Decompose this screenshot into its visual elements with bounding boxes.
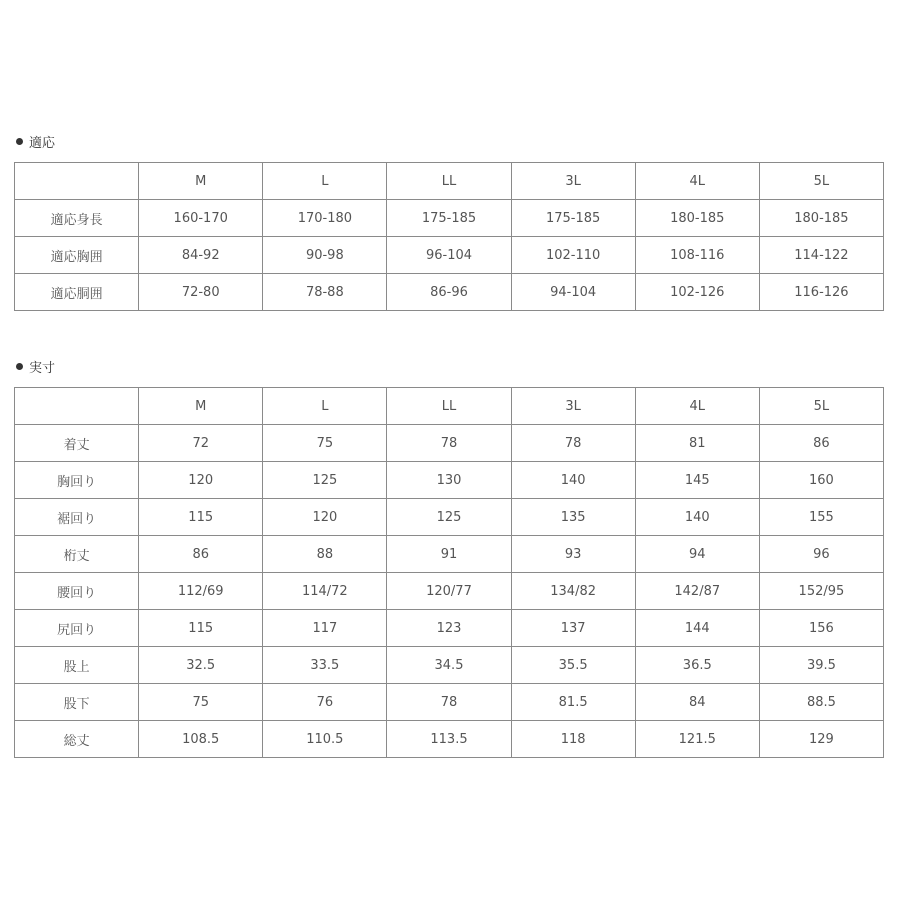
row-label-cell: 股上	[15, 647, 139, 684]
table-cell: 90-98	[263, 237, 387, 274]
header-cell	[15, 163, 139, 200]
table-cell: 108-116	[635, 237, 759, 274]
table-cell: 33.5	[263, 647, 387, 684]
table-row	[15, 462, 884, 499]
table-row	[15, 684, 884, 721]
header-cell: L	[263, 163, 387, 200]
header-cell: 3L	[511, 388, 635, 425]
row-label-cell: 適応胸囲	[15, 237, 139, 274]
fit-section-title	[16, 132, 55, 151]
header-cell: LL	[387, 388, 511, 425]
header-cell: L	[263, 388, 387, 425]
table-row	[15, 536, 884, 573]
table-cell: 180-185	[635, 200, 759, 237]
table-cell: 170-180	[263, 200, 387, 237]
table-cell: 78	[387, 684, 511, 721]
table-cell: 117	[263, 610, 387, 647]
table-cell: 155	[759, 499, 883, 536]
table-cell: 140	[635, 499, 759, 536]
row-label-cell: 腰回り	[15, 573, 139, 610]
row-label-cell: 桁丈	[15, 536, 139, 573]
table-row	[15, 200, 884, 237]
table-row	[15, 425, 884, 462]
row-label-cell: 総丈	[15, 721, 139, 758]
table-cell: 114-122	[759, 237, 883, 274]
header-cell: 4L	[635, 388, 759, 425]
table-cell: 88	[263, 536, 387, 573]
row-label-cell: 胸回り	[15, 462, 139, 499]
table-cell: 94-104	[511, 274, 635, 311]
header-cell: 4L	[635, 163, 759, 200]
table-cell: 142/87	[635, 573, 759, 610]
table-cell: 72	[139, 425, 263, 462]
table-cell: 134/82	[511, 573, 635, 610]
table-cell: 152/95	[759, 573, 883, 610]
table-cell: 96-104	[387, 237, 511, 274]
table-cell: 78	[511, 425, 635, 462]
table-cell: 120	[263, 499, 387, 536]
table-row	[15, 274, 884, 311]
table-cell: 108.5	[139, 721, 263, 758]
table-cell: 36.5	[635, 647, 759, 684]
table-cell: 75	[139, 684, 263, 721]
table-cell: 39.5	[759, 647, 883, 684]
header-cell: M	[139, 388, 263, 425]
table-header-row	[15, 163, 884, 200]
table-row	[15, 573, 884, 610]
table-cell: 118	[511, 721, 635, 758]
table-cell: 102-110	[511, 237, 635, 274]
header-cell: 5L	[759, 163, 883, 200]
bullet-icon	[16, 363, 23, 370]
table-cell: 86-96	[387, 274, 511, 311]
table-cell: 76	[263, 684, 387, 721]
bullet-icon	[16, 138, 23, 145]
table-cell: 175-185	[387, 200, 511, 237]
header-cell: 5L	[759, 388, 883, 425]
table-cell: 115	[139, 499, 263, 536]
table-cell: 125	[387, 499, 511, 536]
row-label-cell: 適応身長	[15, 200, 139, 237]
table-cell: 96	[759, 536, 883, 573]
table-row	[15, 237, 884, 274]
table-cell: 84	[635, 684, 759, 721]
table-cell: 81.5	[511, 684, 635, 721]
table-cell: 78	[387, 425, 511, 462]
table-cell: 135	[511, 499, 635, 536]
table-cell: 86	[759, 425, 883, 462]
table-cell: 115	[139, 610, 263, 647]
table-row	[15, 721, 884, 758]
table-cell: 35.5	[511, 647, 635, 684]
row-label-cell: 適応胴囲	[15, 274, 139, 311]
table-cell: 180-185	[759, 200, 883, 237]
table-cell: 112/69	[139, 573, 263, 610]
row-label-cell: 着丈	[15, 425, 139, 462]
row-label-cell: 股下	[15, 684, 139, 721]
table-cell: 34.5	[387, 647, 511, 684]
table-cell: 102-126	[635, 274, 759, 311]
table-cell: 72-80	[139, 274, 263, 311]
table-cell: 120	[139, 462, 263, 499]
row-label-cell: 尻回り	[15, 610, 139, 647]
table-cell: 145	[635, 462, 759, 499]
table-cell: 129	[759, 721, 883, 758]
table-header-row	[15, 388, 884, 425]
fit-section-title-text: 適応	[29, 136, 56, 151]
row-label-cell: 裾回り	[15, 499, 139, 536]
table-cell: 88.5	[759, 684, 883, 721]
header-cell: LL	[387, 163, 511, 200]
table-cell: 125	[263, 462, 387, 499]
table-cell: 114/72	[263, 573, 387, 610]
table-cell: 86	[139, 536, 263, 573]
table-cell: 93	[511, 536, 635, 573]
actual-section-title-text: 実寸	[29, 361, 56, 376]
table-cell: 130	[387, 462, 511, 499]
table-cell: 156	[759, 610, 883, 647]
header-cell: 3L	[511, 163, 635, 200]
table-cell: 113.5	[387, 721, 511, 758]
table-cell: 160	[759, 462, 883, 499]
table-cell: 121.5	[635, 721, 759, 758]
table-cell: 120/77	[387, 573, 511, 610]
actual-size-table	[14, 387, 884, 758]
table-cell: 175-185	[511, 200, 635, 237]
table-row	[15, 499, 884, 536]
header-cell: M	[139, 163, 263, 200]
table-cell: 140	[511, 462, 635, 499]
table-cell: 116-126	[759, 274, 883, 311]
table-cell: 144	[635, 610, 759, 647]
table-cell: 94	[635, 536, 759, 573]
table-cell: 123	[387, 610, 511, 647]
table-row	[15, 647, 884, 684]
table-row	[15, 610, 884, 647]
table-cell: 84-92	[139, 237, 263, 274]
table-cell: 32.5	[139, 647, 263, 684]
table-cell: 137	[511, 610, 635, 647]
table-cell: 110.5	[263, 721, 387, 758]
table-cell: 81	[635, 425, 759, 462]
header-cell	[15, 388, 139, 425]
actual-section-title	[16, 357, 55, 376]
table-cell: 91	[387, 536, 511, 573]
table-cell: 75	[263, 425, 387, 462]
table-cell: 160-170	[139, 200, 263, 237]
fit-size-table	[14, 162, 884, 311]
table-cell: 78-88	[263, 274, 387, 311]
